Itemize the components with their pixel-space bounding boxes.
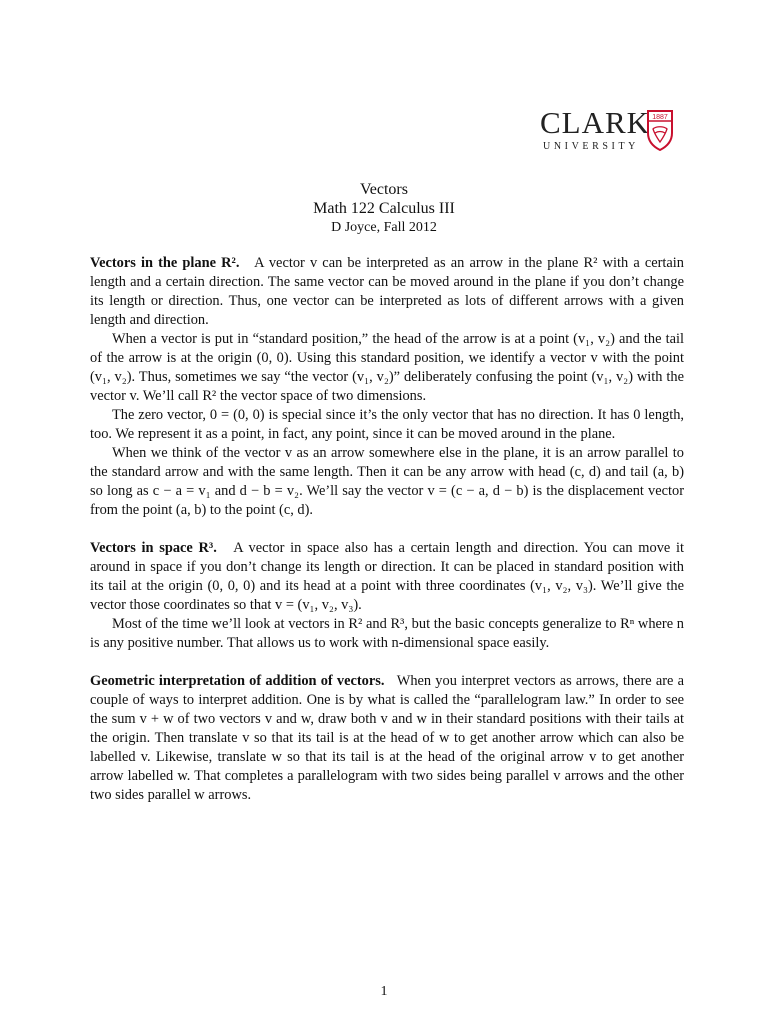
seal-year: 1887 [652, 114, 668, 121]
university-seal-icon [646, 109, 674, 151]
paragraph-text: A vector v can be interpreted as an arrow in the plane R² with a certain length and a certain direction. The same vector can be moved around in the plane if you don’t change its length or direction. Thus, one vector can be interpreted as lots of different arrows with a given length and direction. [90, 255, 684, 328]
section-3-paragraph-1 [90, 672, 684, 805]
section-2-paragraph-1 [90, 539, 684, 615]
section-1-paragraph-1 [90, 254, 684, 330]
author-line: D Joyce, Fall 2012 [331, 220, 437, 235]
section-1-paragraph-2: When a vector is put in “standard position,” the head of the arrow is at a point (v₁, v₂) and the tail of the arrow is at the origin (0, 0). Using this standard position, we identify a vector v with the point (v₁, v₂). Thus, sometimes we say “the vector (v₁, v₂)” deliberately confusing the point (v₁, v₂) with the vector v. We’ll call R² the vector space of two dimensions. [90, 331, 684, 404]
title-block [0, 180, 768, 238]
section-2-paragraph-2: Most of the time we’ll look at vectors in R² and R³, but the basic concepts generalize to Rⁿ where n is any positive number. That allows us to work with n-dimensional space easily. [90, 616, 684, 651]
document-body [90, 254, 684, 805]
section-1-paragraph-3: The zero vector, 0 = (0, 0) is special since it’s the only vector that has no direction. It has 0 length, too. We represent it as a point, in fact, any point, since it can be moved around in the plane. [90, 407, 684, 442]
logo-subtitle: UNIVERSITY [543, 141, 639, 152]
section-heading: Vectors in space R³. [90, 540, 217, 556]
paragraph-text: When you interpret vectors as arrows, there are a couple of ways to interpret addition. One is by what is called the “parallelogram law.” In order to see the sum v + w of two vectors v and w, draw both v and w in their standard positions with their tails at the origin. Then translate v so that its tail is at the head of w to get another arrow which can also be labelled v. Likewise, translate w so that its tail is at the head of the original arrow v to get another arrow labelled w. That completes a parallelogram with two sides being parallel v arrows and the other two sides parallel w arrows. [90, 673, 684, 803]
course-name: Math 122 Calculus III [313, 200, 455, 217]
section-heading: Vectors in the plane R². [90, 255, 240, 271]
page-number: 1 [380, 984, 388, 999]
paragraph-text: A vector in space also has a certain length and direction. You can move it around in space if you don’t change its length or direction. It can be placed in standard position with its tail at the origin (0, 0, 0) and its head at a point with three coordinates (v₁, v₂, v₃). We’ll give the vector those coordinates so that v = (v₁, v₂, v₃). [90, 540, 684, 613]
section-1-paragraph-4: When we think of the vector v as an arrow somewhere else in the plane, it is an arrow parallel to the standard arrow and with the same length. Then it can be any arrow with head (c, d) and tail (a, b) so long as c − a = v₁ and d − b = v₂. We’ll say the vector v = (c − a, d − b) is the displacement vector from the point (a, b) to the point (c, d). [90, 445, 684, 518]
clark-university-logo [540, 106, 680, 156]
document-title: Vectors [360, 181, 408, 198]
logo-wordmark: CLARK [540, 105, 651, 140]
section-heading: Geometric interpretation of addition of vectors. [90, 673, 385, 689]
